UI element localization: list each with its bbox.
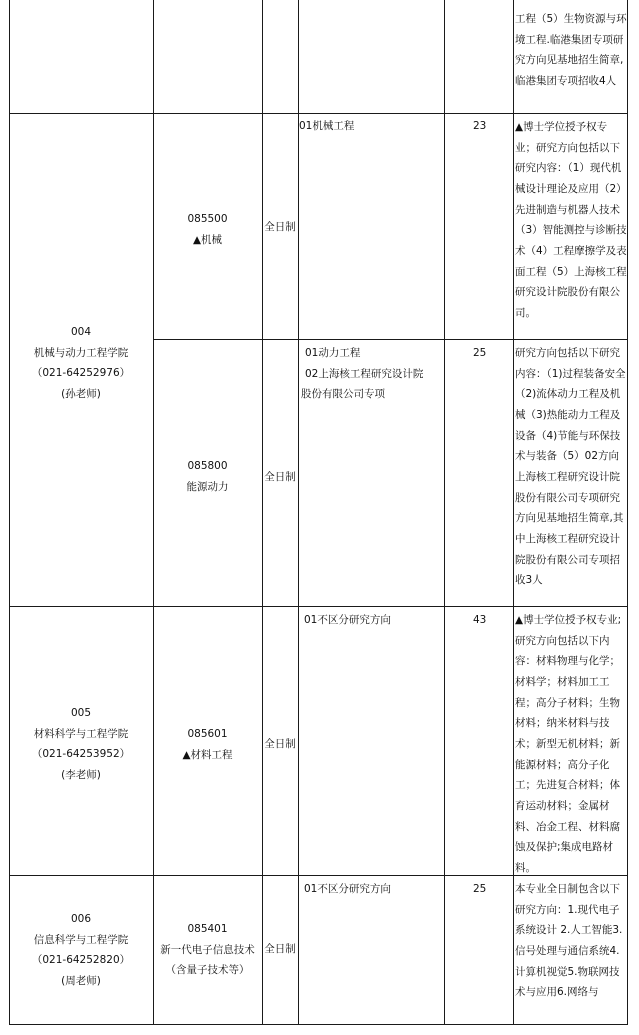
school-name: 信息科学与工程学院 [33, 933, 129, 946]
school-cell [9, 322, 153, 404]
column-divider [513, 0, 514, 1025]
school-contact: (孙老师) [61, 387, 101, 400]
column-divider [627, 0, 628, 1025]
major-name: 新一代电子信息技术 [160, 943, 255, 956]
row-divider [9, 1024, 628, 1025]
row-divider [153, 339, 628, 340]
major-name: 能源动力 [186, 480, 229, 493]
remark-cell: 研究方向包括以下研究内容：（1)过程装备安全（2)流体动力工程及机械（3)热能动力工程及设备（4)节能与环保技术与装备（5）02方向上海核工程研究设计院股份有限公司专项研究方向见基地招生简章,其中上海核工程研究设计院股份有限公司专项招收3人 [515, 347, 626, 587]
research-direction [304, 610, 391, 631]
school-name: 机械与动力工程学院 [33, 346, 129, 359]
school-cell [9, 703, 153, 785]
school-code: 004 [70, 326, 92, 338]
direction-line: 股份有限公司专项 [301, 388, 385, 401]
major-name: ▲机械 [192, 233, 223, 246]
research-direction [299, 116, 354, 137]
study-mode: 全日制 [264, 943, 296, 955]
major-code: 085500 [187, 213, 228, 225]
remark-cell: ▲博士学位授予权专业;研究方向包括以下内容：材料物理与化学；材料学；材料加工工程；高分子材料；生物材料；纳米材料与技术；新型无机材料；新能源材料；高分子化工；先进复合材料；体育运动材料；金属材料、冶金工程、材料腐蚀及保护;集成电路材料。 [515, 614, 622, 874]
school-phone: （021-64252976） [31, 367, 131, 380]
major-code: 085800 [187, 460, 228, 472]
enrollment-count: 23 [473, 120, 487, 132]
enrollment-count: 43 [473, 614, 487, 626]
enrollment-count: 25 [473, 883, 487, 895]
row-divider [9, 606, 628, 607]
school-code: 005 [70, 707, 92, 719]
column-divider [298, 0, 299, 1025]
school-name: 材料科学与工程学院 [33, 727, 129, 740]
direction-line: 01不区分研究方向 [304, 883, 391, 895]
school-contact: (李老师) [61, 768, 101, 781]
major-name: ▲材料工程 [182, 748, 233, 761]
major-code: 085401 [187, 923, 228, 935]
school-contact: (周老师) [61, 974, 101, 987]
remark-cell: ▲博士学位授予权专业；研究方向包括以下研究内容：（1）现代机械设计理论及应用（2）先进制造与机器人技术（3）智能测控与诊断技术（4）工程摩擦学及表面工程（5）上海核工程研究设计院股份有限公司。 [515, 121, 627, 319]
study-mode: 全日制 [264, 471, 296, 483]
direction-line: 01动力工程 [305, 347, 361, 359]
column-divider [153, 0, 154, 1025]
direction-line: 01不区分研究方向 [304, 614, 391, 626]
major-cell [153, 724, 262, 765]
school-code: 006 [70, 913, 92, 925]
enrollment-count: 25 [473, 347, 487, 359]
row-divider [9, 113, 628, 114]
major-code: 085601 [187, 728, 228, 740]
column-divider [9, 0, 10, 1025]
direction-line: 01机械工程 [299, 120, 355, 132]
school-phone: （021-64253952） [31, 748, 131, 761]
study-mode: 全日制 [264, 738, 296, 750]
study-mode: 全日制 [264, 221, 296, 233]
major-cell [153, 209, 262, 250]
major-cell [153, 919, 262, 981]
remark-cell: 本专业全日制包含以下研究方向：1.现代电子系统设计 2.人工智能3.信号处理与通信系统4.计算机视觉5.物联网技术与应用6.网络与 [515, 883, 623, 999]
remark-cell: 工程（5）生物资源与环境工程.临港集团专项研究方向见基地招生简章,临港集团专项招收4人 [515, 13, 627, 87]
school-phone: （021-64252820） [31, 954, 131, 967]
column-divider [262, 0, 263, 1025]
direction-line: 02上海核工程研究设计院 [305, 367, 424, 380]
research-direction [301, 343, 423, 405]
major-name-note: （含量子技术等） [165, 964, 250, 977]
column-divider [444, 0, 445, 1025]
major-cell [153, 456, 262, 497]
research-direction [304, 879, 391, 900]
school-cell [9, 909, 153, 991]
